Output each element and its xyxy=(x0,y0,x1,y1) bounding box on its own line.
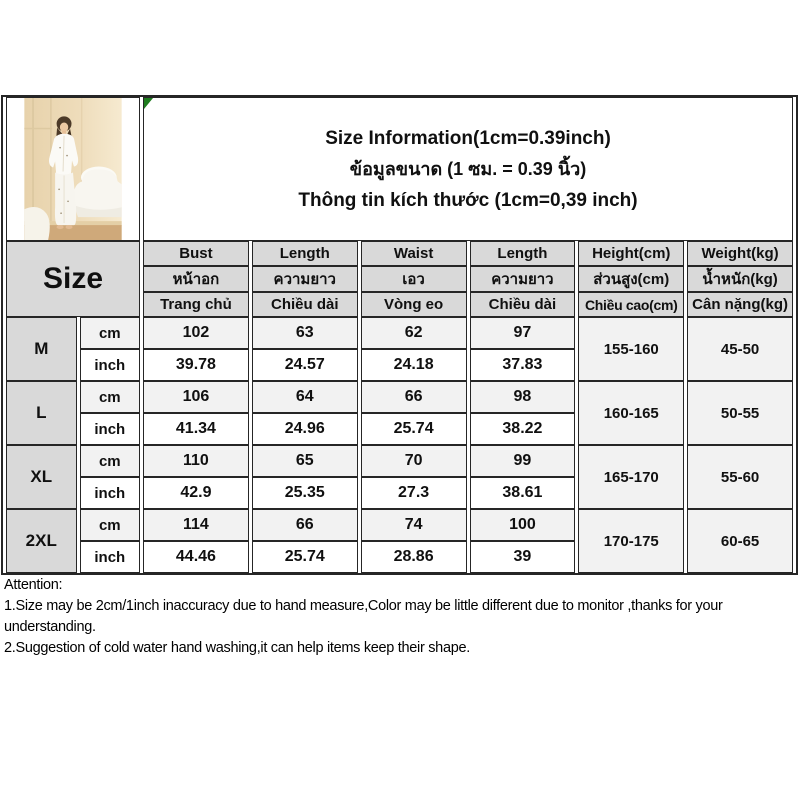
product-photo-cell xyxy=(6,97,140,241)
product-photo xyxy=(24,98,122,240)
cell-m-length2-cm: 97 xyxy=(470,317,576,349)
attention-line-1: 1.Size may be 2cm/1inch inaccuracy due to hand measure,Color may be little different due to monitor ,thanks for your xyxy=(4,598,723,614)
cell-l-length2-inch: 38.22 xyxy=(470,413,576,445)
col-header-waist-en: Waist xyxy=(361,241,467,266)
cell-m-waist-cm: 62 xyxy=(361,317,467,349)
green-corner-marker-icon xyxy=(144,98,153,109)
cell-m-weight: 45-50 xyxy=(687,317,793,381)
unit-cm-xl: cm xyxy=(80,445,140,477)
table-row-m-cm xyxy=(6,317,793,349)
col-header-length2-en: Length xyxy=(470,241,576,266)
unit-cm-l: cm xyxy=(80,381,140,413)
cell-xl-height: 165-170 xyxy=(578,445,684,509)
cell-2xl-weight: 60-65 xyxy=(687,509,793,573)
col-header-bust-vi: Trang chủ xyxy=(143,292,249,317)
cell-2xl-waist-cm: 74 xyxy=(361,509,467,541)
size-m-label: M xyxy=(6,317,77,381)
cell-m-bust-cm: 102 xyxy=(143,317,249,349)
cell-m-length-cm: 63 xyxy=(252,317,358,349)
cell-l-length-inch: 24.96 xyxy=(252,413,358,445)
col-header-bust-th: หน้าอก xyxy=(143,266,249,292)
attention-line-3: 2.Suggestion of cold water hand washing,it can help items keep their shape. xyxy=(4,640,470,656)
cell-l-height: 160-165 xyxy=(578,381,684,445)
size-l-label: L xyxy=(6,381,77,445)
title-cell xyxy=(143,97,793,241)
cell-xl-length-cm: 65 xyxy=(252,445,358,477)
cell-l-bust-inch: 41.34 xyxy=(143,413,249,445)
cell-l-waist-inch: 25.74 xyxy=(361,413,467,445)
title-line-th: ข้อมูลขนาด (1 ซม. = 0.39 นิ้ว) xyxy=(349,158,587,179)
cell-2xl-bust-inch: 44.46 xyxy=(143,541,249,573)
col-header-length2-vi: Chiều dài xyxy=(470,292,576,317)
cell-l-bust-cm: 106 xyxy=(143,381,249,413)
cell-xl-weight: 55-60 xyxy=(687,445,793,509)
cell-m-waist-inch: 24.18 xyxy=(361,349,467,381)
col-header-height-vi: Chiều cao(cm) xyxy=(578,292,684,317)
size-table-wrap xyxy=(1,95,798,575)
col-header-weight-th: น้ำหนัก(kg) xyxy=(687,266,793,292)
col-header-waist-vi: Vòng eo xyxy=(361,292,467,317)
col-header-weight-vi: Cân nặng(kg) xyxy=(687,292,793,317)
unit-inch-m: inch xyxy=(80,349,140,381)
cell-xl-bust-inch: 42.9 xyxy=(143,477,249,509)
cell-2xl-length2-cm: 100 xyxy=(470,509,576,541)
cell-xl-waist-inch: 27.3 xyxy=(361,477,467,509)
size-table xyxy=(1,95,798,575)
unit-inch-l: inch xyxy=(80,413,140,445)
cell-2xl-length2-inch: 39 xyxy=(470,541,576,573)
title-block xyxy=(144,98,792,240)
cell-m-length2-inch: 37.83 xyxy=(470,349,576,381)
unit-inch-2xl: inch xyxy=(80,541,140,573)
cell-xl-length-inch: 25.35 xyxy=(252,477,358,509)
col-header-length-vi: Chiều dài xyxy=(252,292,358,317)
cell-2xl-length-inch: 25.74 xyxy=(252,541,358,573)
table-row-header-en xyxy=(6,241,793,266)
size-xl-label: XL xyxy=(6,445,77,509)
col-header-height-en: Height(cm) xyxy=(578,241,684,266)
table-row-l-cm xyxy=(6,381,793,413)
cell-2xl-bust-cm: 114 xyxy=(143,509,249,541)
cell-m-length-inch: 24.57 xyxy=(252,349,358,381)
table-row-2xl-cm xyxy=(6,509,793,541)
col-header-height-th: ส่วนสูง(cm) xyxy=(578,266,684,292)
table-row-title xyxy=(6,97,793,241)
col-header-length-th: ความยาว xyxy=(252,266,358,292)
cell-xl-bust-cm: 110 xyxy=(143,445,249,477)
col-header-length-en: Length xyxy=(252,241,358,266)
col-header-length2-th: ความยาว xyxy=(470,266,576,292)
attention-notes xyxy=(4,575,798,659)
size-2xl-label: 2XL xyxy=(6,509,77,573)
cell-l-waist-cm: 66 xyxy=(361,381,467,413)
cell-2xl-waist-inch: 28.86 xyxy=(361,541,467,573)
unit-inch-xl: inch xyxy=(80,477,140,509)
attention-line-2: understanding. xyxy=(4,619,96,635)
cell-2xl-length-cm: 66 xyxy=(252,509,358,541)
table-row-xl-cm xyxy=(6,445,793,477)
cell-l-weight: 50-55 xyxy=(687,381,793,445)
title-line-vi: Thông tin kích thước (1cm=0,39 inch) xyxy=(298,189,638,211)
cell-l-length2-cm: 98 xyxy=(470,381,576,413)
col-header-weight-en: Weight(kg) xyxy=(687,241,793,266)
size-label-cell: Size xyxy=(6,241,140,317)
title-line-en: Size Information(1cm=0.39inch) xyxy=(325,127,611,149)
cell-2xl-height: 170-175 xyxy=(578,509,684,573)
cell-m-bust-inch: 39.78 xyxy=(143,349,249,381)
cell-l-length-cm: 64 xyxy=(252,381,358,413)
attention-heading: Attention: xyxy=(4,577,63,593)
unit-cm-2xl: cm xyxy=(80,509,140,541)
cell-xl-waist-cm: 70 xyxy=(361,445,467,477)
cell-m-height: 155-160 xyxy=(578,317,684,381)
cell-xl-length2-cm: 99 xyxy=(470,445,576,477)
unit-cm-m: cm xyxy=(80,317,140,349)
cell-xl-length2-inch: 38.61 xyxy=(470,477,576,509)
col-header-waist-th: เอว xyxy=(361,266,467,292)
col-header-bust-en: Bust xyxy=(143,241,249,266)
